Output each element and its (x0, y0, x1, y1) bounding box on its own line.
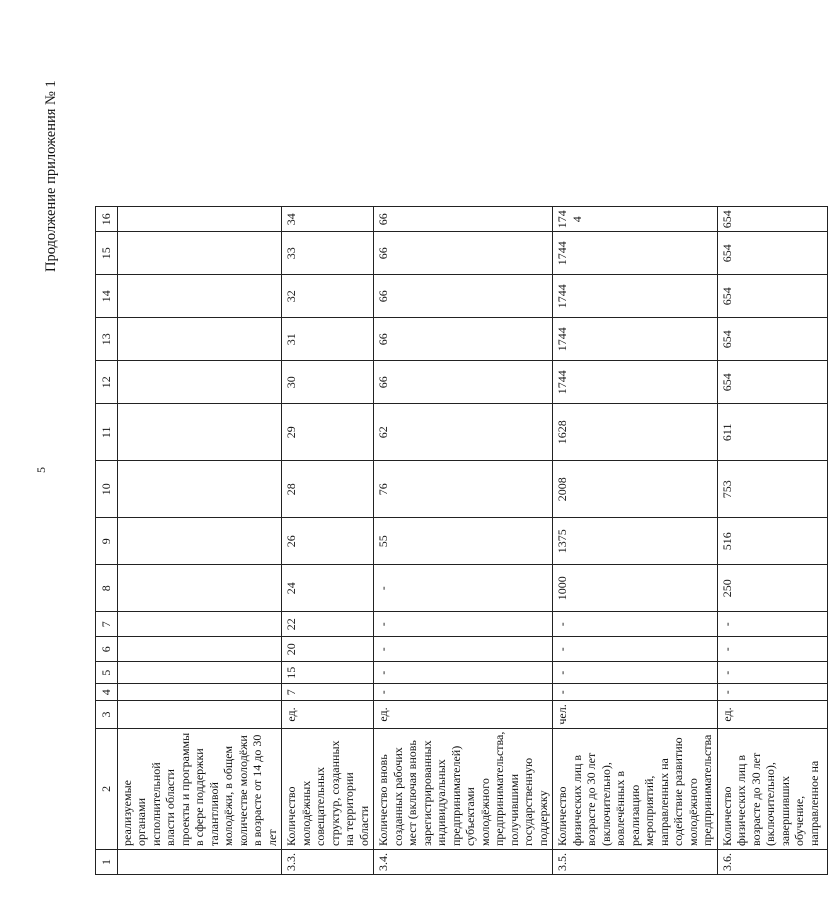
indicator-value: 76 (374, 461, 553, 518)
indicator-value: 1628 (553, 404, 718, 461)
indicator-value: 1000 (553, 565, 718, 612)
indicator-value: 7 (282, 684, 374, 701)
indicator-value: 34 (282, 207, 374, 232)
indicator-value: 55 (374, 518, 553, 565)
column-number: 1 (96, 850, 118, 875)
column-number: 16 (96, 207, 118, 232)
indicator-value: - (553, 612, 718, 637)
indicator-value: 1375 (553, 518, 718, 565)
column-number-row (96, 207, 118, 875)
indicator-value: 2008 (553, 461, 718, 518)
unit-of-measure: чел. (553, 701, 718, 728)
indicator-name: Количество молодёжных совещательных структур, созданных на территории области (282, 728, 374, 849)
indicator-value (117, 662, 282, 684)
column-number: 15 (96, 232, 118, 275)
indicator-value: 1744 (553, 232, 718, 275)
indicator-value: 611 (717, 404, 827, 461)
page-number: 5 (34, 467, 48, 473)
indicator-name: реализуемые органами исполнительной власти области проекты и программы в сфере поддержки талантливой молодёжи, в общем количестве молодёжи в возрасте от 14 до 30 лет (117, 728, 282, 849)
indicator-value: - (374, 612, 553, 637)
indicator-value (117, 232, 282, 275)
indicator-name: Количество физических лиц в возрасте до 30 лет (включительно), вовлечённых в реализацию мероприятий, направленных на содействие развитию молодёжного предпринимательства (553, 728, 718, 849)
row-number (117, 850, 282, 875)
indicator-name: Количество вновь созданных рабочих мест (включая вновь зарегистрированных индивидуальных предпринимателей) субъектами молодёжного предпринимательства, получившими государственную поддержку (374, 728, 553, 849)
unit-of-measure: ед. (717, 701, 827, 728)
indicator-value (117, 207, 282, 232)
column-number: 13 (96, 318, 118, 361)
indicator-value: - (717, 662, 827, 684)
indicator-value: - (553, 662, 718, 684)
table-row (117, 207, 282, 875)
indicator-value: 66 (374, 207, 553, 232)
indicator-value: 20 (282, 637, 374, 662)
indicator-value: 654 (717, 275, 827, 318)
indicators-table (95, 206, 828, 875)
indicator-value: 15 (282, 662, 374, 684)
indicator-value: 26 (282, 518, 374, 565)
indicator-value: 31 (282, 318, 374, 361)
indicator-value (117, 637, 282, 662)
indicator-value: 1744 (553, 318, 718, 361)
indicator-value: 250 (717, 565, 827, 612)
indicator-value: 28 (282, 461, 374, 518)
column-number: 11 (96, 404, 118, 461)
column-number: 4 (96, 684, 118, 701)
unit-of-measure: ед. (282, 701, 374, 728)
column-number: 9 (96, 518, 118, 565)
row-number: 3.4. (374, 850, 553, 875)
indicator-value: - (553, 637, 718, 662)
indicator-value (117, 275, 282, 318)
indicator-value (117, 518, 282, 565)
indicator-value: 654 (717, 361, 827, 404)
indicator-value: - (374, 637, 553, 662)
indicator-value: - (374, 565, 553, 612)
row-number: 3.6. (717, 850, 827, 875)
indicator-value: 66 (374, 275, 553, 318)
indicator-value: 654 (717, 232, 827, 275)
column-number: 8 (96, 565, 118, 612)
indicator-value: - (717, 637, 827, 662)
column-number: 12 (96, 361, 118, 404)
indicator-value: - (374, 684, 553, 701)
indicator-value (117, 684, 282, 701)
unit-of-measure: ед. (374, 701, 553, 728)
indicator-value: 174 4 (553, 207, 718, 232)
indicator-value: 1744 (553, 361, 718, 404)
indicator-value: - (717, 684, 827, 701)
unit-of-measure (117, 701, 282, 728)
indicator-value: 62 (374, 404, 553, 461)
continuation-title: Продолжение приложения № 1 (43, 80, 59, 272)
indicator-value: 29 (282, 404, 374, 461)
indicator-value: 654 (717, 207, 827, 232)
indicator-value: 24 (282, 565, 374, 612)
indicator-value: - (717, 612, 827, 637)
table-row (282, 207, 374, 875)
indicator-value (117, 404, 282, 461)
column-number: 14 (96, 275, 118, 318)
indicator-value: 32 (282, 275, 374, 318)
indicator-value: - (553, 684, 718, 701)
indicator-value: 66 (374, 318, 553, 361)
indicator-value (117, 565, 282, 612)
indicator-value: 753 (717, 461, 827, 518)
row-number: 3.3. (282, 850, 374, 875)
column-number: 3 (96, 701, 118, 728)
indicator-value: 66 (374, 232, 553, 275)
row-number: 3.5. (553, 850, 718, 875)
column-number: 2 (96, 728, 118, 849)
column-number: 10 (96, 461, 118, 518)
table-row (717, 207, 827, 875)
indicator-value (117, 361, 282, 404)
indicator-value: 30 (282, 361, 374, 404)
indicator-value: 66 (374, 361, 553, 404)
indicator-value: 33 (282, 232, 374, 275)
table-row (374, 207, 553, 875)
indicator-value (117, 461, 282, 518)
indicator-value (117, 612, 282, 637)
column-number: 7 (96, 612, 118, 637)
indicator-value: - (374, 662, 553, 684)
column-number: 5 (96, 662, 118, 684)
indicator-value: 1744 (553, 275, 718, 318)
indicator-value: 516 (717, 518, 827, 565)
indicator-value (117, 318, 282, 361)
indicator-value: 22 (282, 612, 374, 637)
table-row (553, 207, 718, 875)
indicator-value: 654 (717, 318, 827, 361)
indicator-name: Количество физических лиц в возрасте до 30 лет (включительно), завершивших обучение, направленное на (717, 728, 827, 849)
column-number: 6 (96, 637, 118, 662)
